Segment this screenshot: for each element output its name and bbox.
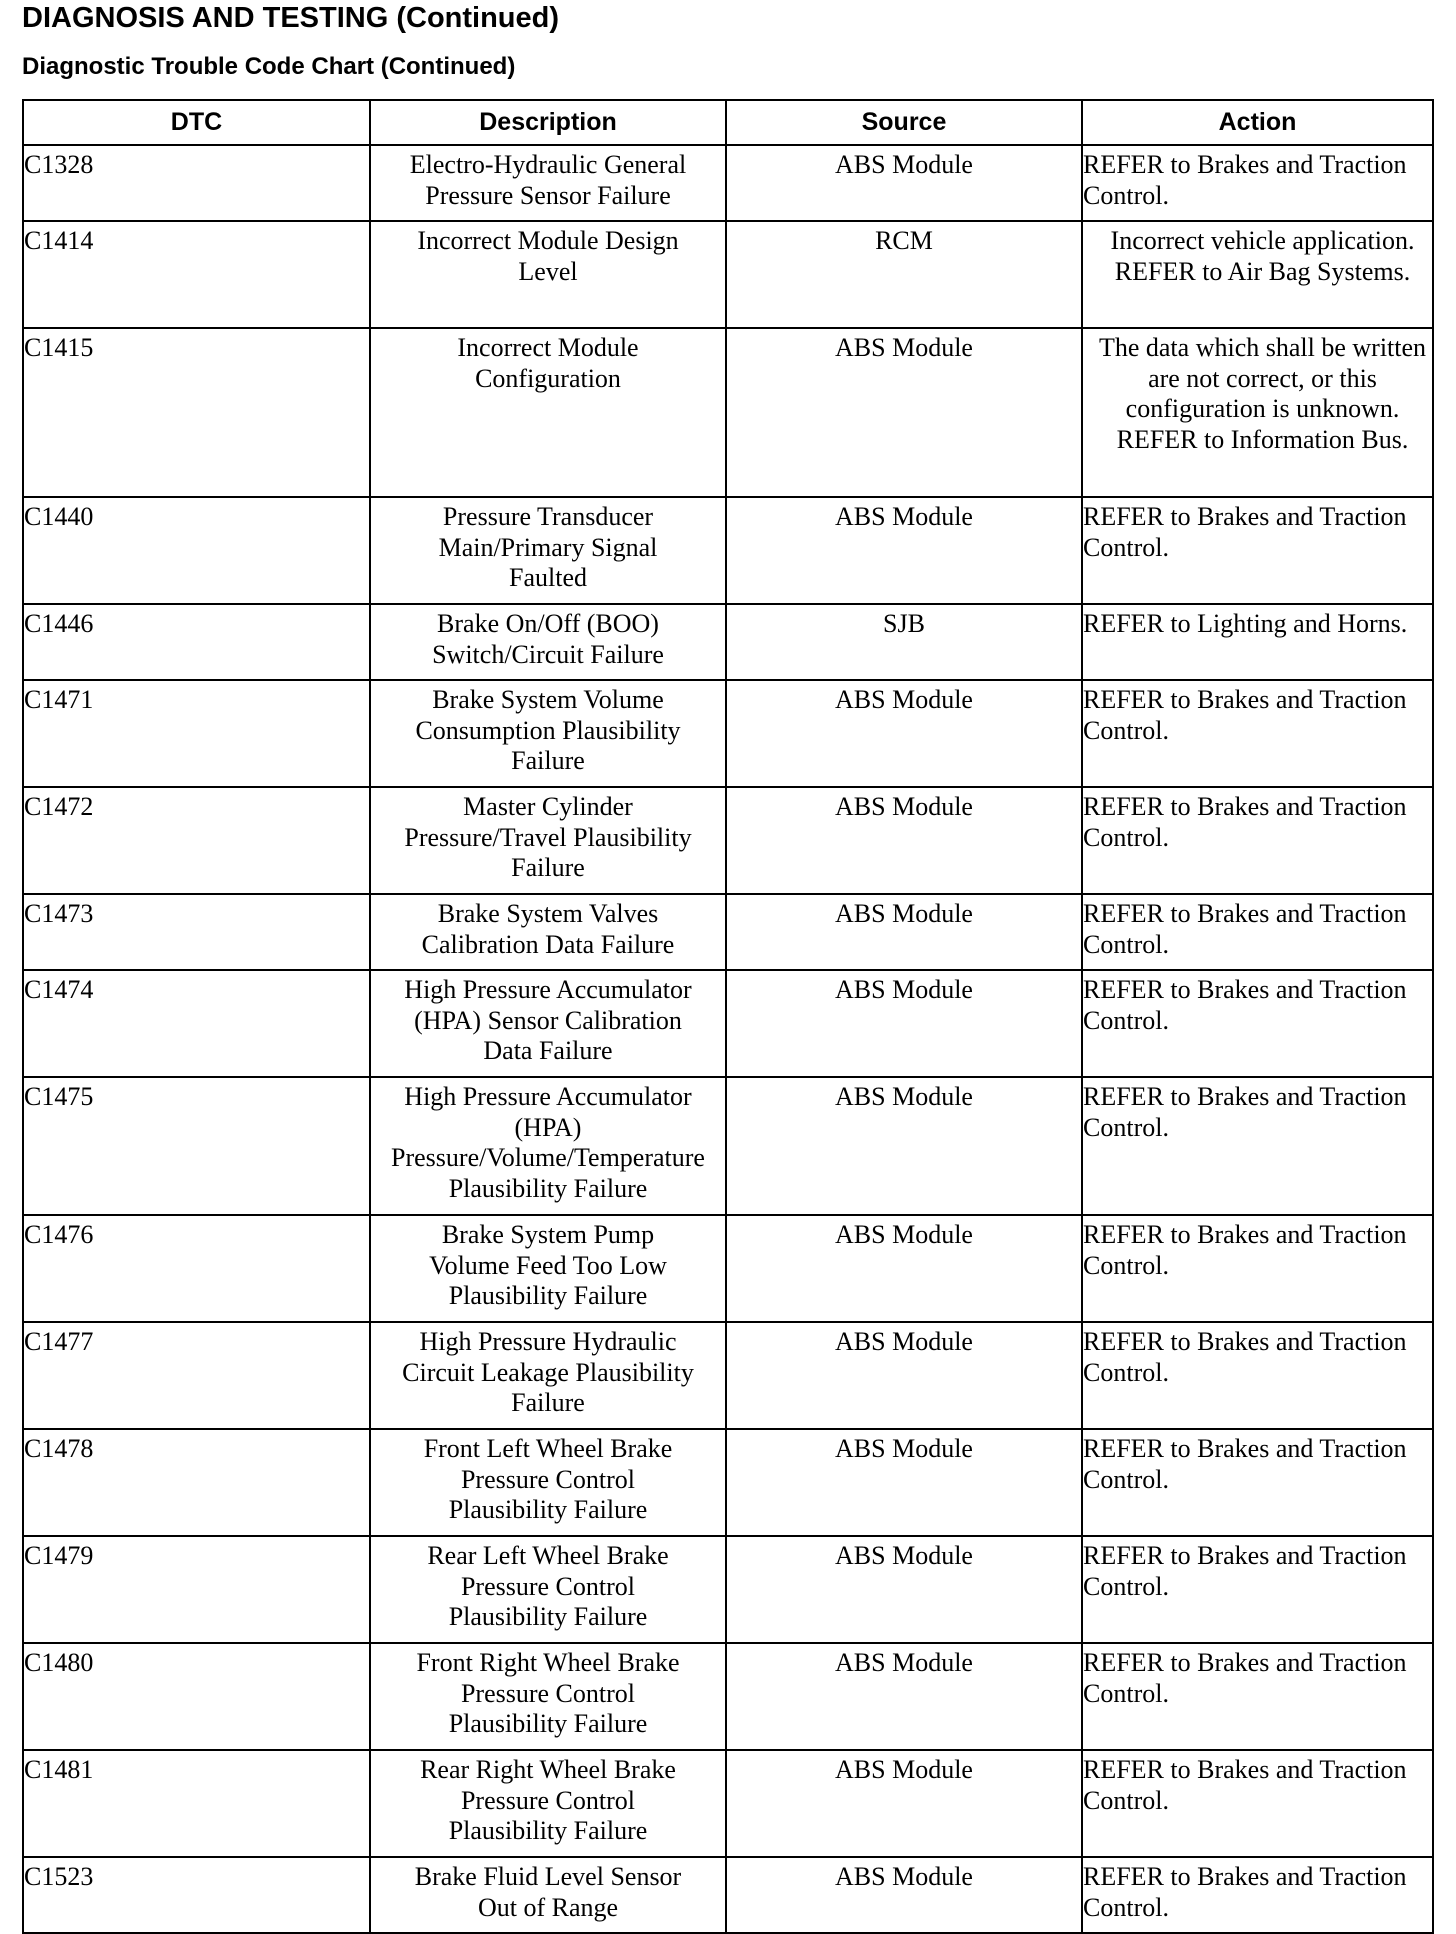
source-cell: RCM bbox=[726, 221, 1082, 328]
dtc-cell: C1523 bbox=[23, 1857, 370, 1933]
table-row bbox=[23, 1750, 1433, 1857]
source-cell: ABS Module bbox=[726, 497, 1082, 604]
table-row bbox=[23, 787, 1433, 894]
action-cell: REFER to Brakes and Traction Control. bbox=[1082, 1077, 1433, 1215]
source-cell: ABS Module bbox=[726, 1077, 1082, 1215]
description-cell: Rear Left Wheel Brake Pressure Control Plausibility Failure bbox=[370, 1536, 726, 1643]
column-header-source: Source bbox=[726, 100, 1082, 145]
table-row bbox=[23, 604, 1433, 680]
table-row bbox=[23, 1536, 1433, 1643]
action-cell: REFER to Brakes and Traction Control. bbox=[1082, 1643, 1433, 1750]
description-cell: Master Cylinder Pressure/Travel Plausibility Failure bbox=[370, 787, 726, 894]
table-header-row bbox=[23, 100, 1433, 145]
source-cell: SJB bbox=[726, 604, 1082, 680]
description-cell: Brake Fluid Level Sensor Out of Range bbox=[370, 1857, 726, 1933]
source-cell: ABS Module bbox=[726, 1429, 1082, 1536]
dtc-cell: C1474 bbox=[23, 970, 370, 1077]
dtc-cell: C1328 bbox=[23, 145, 370, 221]
description-cell: Rear Right Wheel Brake Pressure Control Plausibility Failure bbox=[370, 1750, 726, 1857]
description-cell: High Pressure Accumulator (HPA) Sensor Calibration Data Failure bbox=[370, 970, 726, 1077]
action-cell: REFER to Brakes and Traction Control. bbox=[1082, 1536, 1433, 1643]
source-cell: ABS Module bbox=[726, 680, 1082, 787]
table-row bbox=[23, 680, 1433, 787]
description-cell: Brake System Volume Consumption Plausibility Failure bbox=[370, 680, 726, 787]
action-cell: REFER to Brakes and Traction Control. bbox=[1082, 1857, 1433, 1933]
column-header-description: Description bbox=[370, 100, 726, 145]
source-cell: ABS Module bbox=[726, 1322, 1082, 1429]
source-cell: ABS Module bbox=[726, 1643, 1082, 1750]
action-cell: REFER to Brakes and Traction Control. bbox=[1082, 787, 1433, 894]
action-cell: REFER to Lighting and Horns. bbox=[1082, 604, 1433, 680]
dtc-cell: C1446 bbox=[23, 604, 370, 680]
dtc-cell: C1473 bbox=[23, 894, 370, 970]
dtc-cell: C1477 bbox=[23, 1322, 370, 1429]
description-cell: Incorrect Module Design Level bbox=[370, 221, 726, 328]
page-subtitle: Diagnostic Trouble Code Chart (Continued) bbox=[22, 53, 516, 80]
table-row bbox=[23, 970, 1433, 1077]
source-cell: ABS Module bbox=[726, 1750, 1082, 1857]
source-cell: ABS Module bbox=[726, 328, 1082, 497]
source-cell: ABS Module bbox=[726, 1215, 1082, 1322]
action-cell: REFER to Brakes and Traction Control. bbox=[1082, 894, 1433, 970]
table-row bbox=[23, 328, 1433, 497]
table-row bbox=[23, 894, 1433, 970]
description-cell: Brake On/Off (BOO) Switch/Circuit Failure bbox=[370, 604, 726, 680]
description-cell: Brake System Valves Calibration Data Failure bbox=[370, 894, 726, 970]
description-cell: Pressure Transducer Main/Primary Signal Faulted bbox=[370, 497, 726, 604]
action-cell: REFER to Brakes and Traction Control. bbox=[1082, 1750, 1433, 1857]
action-cell: Incorrect vehicle application. REFER to Air Bag Systems. bbox=[1082, 221, 1433, 328]
action-cell: REFER to Brakes and Traction Control. bbox=[1082, 497, 1433, 604]
dtc-cell: C1415 bbox=[23, 328, 370, 497]
dtc-cell: C1471 bbox=[23, 680, 370, 787]
description-cell: Front Left Wheel Brake Pressure Control Plausibility Failure bbox=[370, 1429, 726, 1536]
dtc-cell: C1472 bbox=[23, 787, 370, 894]
description-cell: Front Right Wheel Brake Pressure Control Plausibility Failure bbox=[370, 1643, 726, 1750]
dtc-cell: C1481 bbox=[23, 1750, 370, 1857]
dtc-cell: C1479 bbox=[23, 1536, 370, 1643]
page-title: DIAGNOSIS AND TESTING (Continued) bbox=[22, 2, 560, 34]
table-row bbox=[23, 1077, 1433, 1215]
table-row bbox=[23, 1643, 1433, 1750]
description-cell: Incorrect Module Configuration bbox=[370, 328, 726, 497]
dtc-cell: C1478 bbox=[23, 1429, 370, 1536]
column-header-dtc: DTC bbox=[23, 100, 370, 145]
table-row bbox=[23, 1215, 1433, 1322]
action-cell: REFER to Brakes and Traction Control. bbox=[1082, 680, 1433, 787]
column-header-action: Action bbox=[1082, 100, 1433, 145]
source-cell: ABS Module bbox=[726, 1536, 1082, 1643]
action-cell: REFER to Brakes and Traction Control. bbox=[1082, 1215, 1433, 1322]
action-cell: REFER to Brakes and Traction Control. bbox=[1082, 1322, 1433, 1429]
table-row bbox=[23, 497, 1433, 604]
dtc-cell: C1475 bbox=[23, 1077, 370, 1215]
action-cell: REFER to Brakes and Traction Control. bbox=[1082, 970, 1433, 1077]
source-cell: ABS Module bbox=[726, 1857, 1082, 1933]
action-cell: The data which shall be written are not correct, or this configuration is unknown. REFER to Information Bus. bbox=[1082, 328, 1433, 497]
table-row bbox=[23, 221, 1433, 328]
dtc-table bbox=[22, 99, 1434, 1934]
dtc-cell: C1480 bbox=[23, 1643, 370, 1750]
source-cell: ABS Module bbox=[726, 894, 1082, 970]
source-cell: ABS Module bbox=[726, 787, 1082, 894]
table-row bbox=[23, 1429, 1433, 1536]
description-cell: Brake System Pump Volume Feed Too Low Plausibility Failure bbox=[370, 1215, 726, 1322]
table-row bbox=[23, 1322, 1433, 1429]
table-row bbox=[23, 145, 1433, 221]
description-cell: Electro-Hydraulic General Pressure Sensor Failure bbox=[370, 145, 726, 221]
source-cell: ABS Module bbox=[726, 970, 1082, 1077]
source-cell: ABS Module bbox=[726, 145, 1082, 221]
action-cell: REFER to Brakes and Traction Control. bbox=[1082, 145, 1433, 221]
description-cell: High Pressure Hydraulic Circuit Leakage Plausibility Failure bbox=[370, 1322, 726, 1429]
dtc-cell: C1476 bbox=[23, 1215, 370, 1322]
description-cell: High Pressure Accumulator (HPA) Pressure/Volume/Temperature Plausibility Failure bbox=[370, 1077, 726, 1215]
action-cell: REFER to Brakes and Traction Control. bbox=[1082, 1429, 1433, 1536]
dtc-cell: C1440 bbox=[23, 497, 370, 604]
dtc-cell: C1414 bbox=[23, 221, 370, 328]
table-row bbox=[23, 1857, 1433, 1933]
